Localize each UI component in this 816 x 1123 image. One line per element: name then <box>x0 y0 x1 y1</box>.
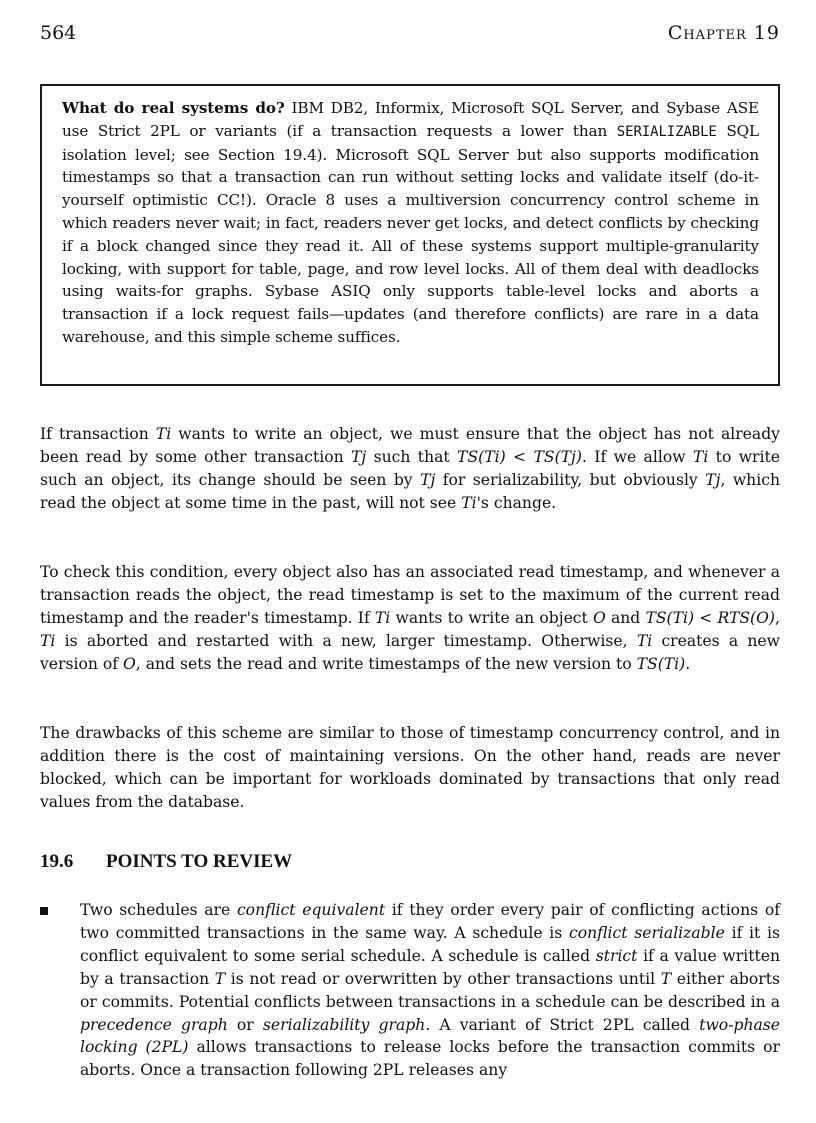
sidebar-title: What do real systems do? <box>62 99 285 117</box>
page-header <box>40 22 780 46</box>
sidebar-text: IBM DB2, Informix, Microsoft SQL Server, and Sybase ASE use Strict 2PL or variants (if a transaction requests a lower than <box>62 99 759 140</box>
page-number: 564 <box>40 22 77 44</box>
sidebar-body <box>62 97 759 349</box>
section-number: 19.6 <box>40 851 74 872</box>
paragraph-write-check: If transaction Ti wants to write an object, we must ensure that the object has not already been read by some other transaction Tj such that TS(Ti) < TS(Tj). If we allow Ti to write such an object, its change should be seen by Tj for serializability, but obviously Tj, which read the object at some time in the past, will not see Ti's change. <box>40 425 780 512</box>
bullet-item: Two schedules are conflict equivalent if they order every pair of conflicting actions of two committed transactions in the same way. A schedule is conflict serializable if it is conflict equivalent to some serial schedule. A schedule is called strict if a value written by a transaction T is not read or overwritten by other transactions until T either aborts or commits. Potential conflicts between transactions in a schedule can be described in a precedence graph or serializability graph. A variant of Strict 2PL called two-phase locking (2PL) allows transactions to release locks before the transaction commits or aborts. Once a transaction following 2PL releases any <box>80 901 781 1080</box>
sidebar-code: SERIALIZABLE <box>616 123 717 140</box>
bullet-square-icon <box>40 907 48 915</box>
chapter-label: Chapter 19 <box>667 22 780 44</box>
sidebar-box-real-systems <box>40 84 780 386</box>
section-title: POINTS TO REVIEW <box>106 851 293 872</box>
paragraph-read-timestamp: To check this condition, every object also has an associated read timestamp, and whenever a transaction reads the object, the read timestamp is set to the maximum of the current read timestamp and the reader's timestamp. If Ti wants to write an object O and TS(Ti) < RTS(O), Ti is aborted and restarted with a new, larger timestamp. Otherwise, Ti creates a new version of O, and sets the read and write timestamps of the new version to TS(Ti). <box>40 563 781 673</box>
sidebar-text: SQL isolation level; see Section 19.4). Microsoft SQL Server but also supports modification timestamps so that a transaction can run without setting locks and validate itself (do-it-yourself optimistic CC!). Oracle 8 uses a multiversion concurrency control scheme in which readers never wait; in fact, readers never get locks, and detect conflicts by checking if a block changed since they read it. All of these systems support multiple-granularity locking, with support for table, page, and row level locks. All of them deal with deadlocks using waits-for graphs. Sybase ASIQ only supports table-level locks and aborts a transaction if a lock request fails—updates (and therefore conflicts) are rare in a data warehouse, and this simple scheme suffices. <box>62 121 759 346</box>
paragraph-drawbacks: The drawbacks of this scheme are similar to those of timestamp concurrency control, and in addition there is the cost of maintaining versions. On the other hand, reads are never blocked, which can be important for workloads dominated by transactions that only read values from the database. <box>40 724 780 811</box>
section-heading <box>40 851 780 873</box>
